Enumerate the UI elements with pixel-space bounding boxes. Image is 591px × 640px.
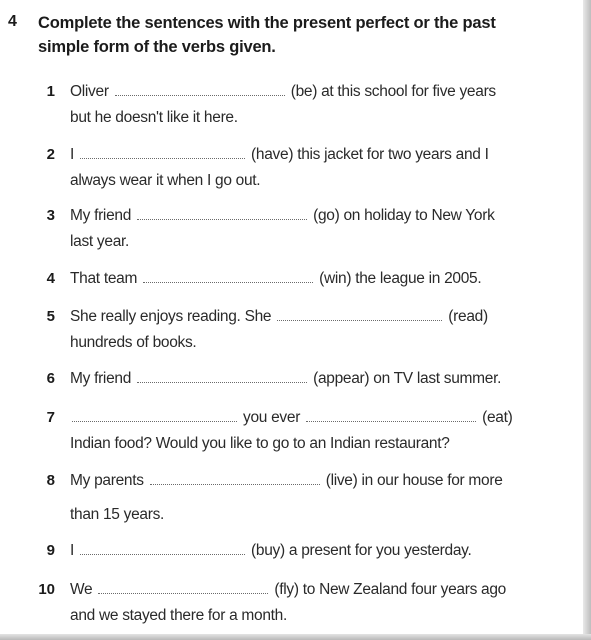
sentence-continuation: Indian food? Would you like to go to an Indian restaurant? <box>70 435 450 452</box>
verb-prompt: (be) at this school for five years <box>290 83 496 100</box>
answer-blank[interactable] <box>137 381 307 383</box>
answer-blank[interactable] <box>143 281 313 283</box>
item-number: 2 <box>46 146 55 163</box>
sentence-start: My parents <box>70 472 144 489</box>
answer-blank[interactable] <box>277 319 442 321</box>
sentence-start: My friend <box>70 370 132 387</box>
verb-prompt: (win) the league in 2005. <box>319 270 482 287</box>
answer-blank-2[interactable] <box>306 420 476 422</box>
sentence-middle: you ever <box>243 409 301 426</box>
exercise-instruction <box>38 11 538 59</box>
answer-blank[interactable] <box>150 483 320 485</box>
verb-prompt: (go) on holiday to New York <box>313 207 495 224</box>
sentence-start: My friend <box>70 207 132 224</box>
verb-prompt: (have) this jacket for two years and I <box>251 146 489 163</box>
sentence-line <box>70 466 550 496</box>
sentence-continuation: hundreds of books. <box>70 334 197 351</box>
answer-blank-1[interactable] <box>72 420 237 422</box>
sentence-line <box>70 364 550 394</box>
verb-prompt: (buy) a present for you yesterday. <box>251 542 472 559</box>
item-number: 6 <box>46 370 55 387</box>
verb-prompt: (live) in our house for more <box>325 472 503 489</box>
item-number: 9 <box>46 542 55 559</box>
sentence-continuation: and we stayed there for a month. <box>70 607 288 624</box>
instruction-line-1: Complete the sentences with the present perfect or the past <box>38 14 496 32</box>
exercise-number: 4 <box>8 13 17 30</box>
item-number: 1 <box>46 83 55 100</box>
answer-blank[interactable] <box>137 218 307 220</box>
item-number: 4 <box>46 270 55 287</box>
answer-blank[interactable] <box>115 94 285 96</box>
sentence-continuation: last year. <box>70 233 130 250</box>
verb-prompt: (read) <box>448 308 488 325</box>
verb-prompt: (appear) on TV last summer. <box>313 370 502 387</box>
sentence-continuation: but he doesn't like it here. <box>70 109 238 126</box>
sentence-start: I <box>70 146 75 163</box>
instruction-line-2: simple form of the verbs given. <box>38 38 276 56</box>
sentence-start: We <box>70 581 93 598</box>
item-number: 8 <box>46 472 55 489</box>
sentence-start: Oliver <box>70 83 109 100</box>
answer-blank[interactable] <box>80 553 245 555</box>
sentence-start: That team <box>70 270 138 287</box>
page-edge-bottom <box>0 634 591 640</box>
item-number: 5 <box>46 308 55 325</box>
item-number: 10 <box>38 581 55 598</box>
sentence-start: I <box>70 542 75 559</box>
sentence-line <box>70 264 550 294</box>
sentence-start: She really enjoys reading. She <box>70 308 272 325</box>
sentence-line <box>70 536 550 566</box>
verb-prompt: (fly) to New Zealand four years ago <box>274 581 506 598</box>
answer-blank[interactable] <box>98 592 268 594</box>
verb-prompt: (eat) <box>482 409 513 426</box>
sentence-continuation: than 15 years. <box>70 506 165 523</box>
page-edge-right <box>583 0 591 640</box>
item-number: 3 <box>46 207 55 224</box>
sentence-continuation: always wear it when I go out. <box>70 172 261 189</box>
item-number: 7 <box>46 409 55 426</box>
answer-blank[interactable] <box>80 157 245 159</box>
